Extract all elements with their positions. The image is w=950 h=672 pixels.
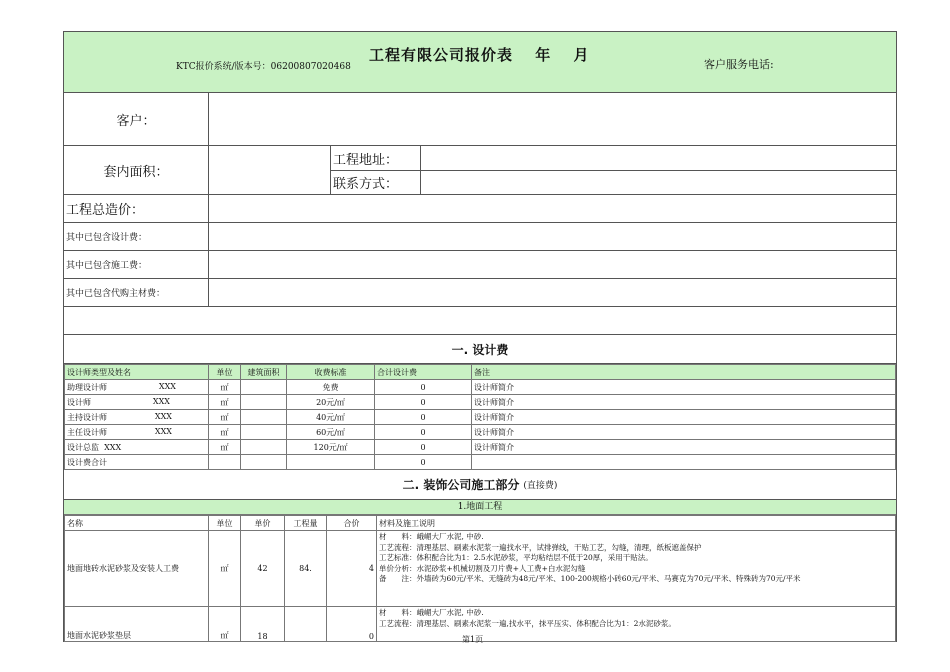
material-fee-value[interactable] [209,279,896,306]
construction-section-title [64,470,896,500]
col-header: 收费标准 [287,365,375,380]
construction-table [64,515,896,642]
design-table-header [65,365,896,380]
unit-cell: ㎡ [209,395,241,410]
quantity-cell[interactable] [285,607,327,642]
table-row [65,410,896,425]
unit-cell: ㎡ [209,425,241,440]
col-header: 工程量 [285,516,327,531]
item-name: 地面地砖水泥砂浆及安装人工费 [65,531,209,607]
page-number: 第1页 [462,635,484,644]
contact-value[interactable] [421,170,896,194]
design-section-title [64,335,896,364]
col-header: 备注 [472,365,896,380]
total-cell: 0 [375,380,472,395]
contact-row [331,170,896,194]
area-label: 套内面积： [103,164,169,180]
address-row [331,146,896,171]
designer-type: 助理设计师 XXX [65,380,209,395]
fee-cell: 60元/㎡ [287,425,375,440]
construction-fee-value[interactable] [209,251,896,278]
contact-label: 联系方式： [333,176,399,192]
customer-row [64,93,896,146]
item-name: 地面水泥砂浆垫层 [65,607,209,642]
unit-cell: ㎡ [209,410,241,425]
table-row [65,425,896,440]
col-header: 名称 [65,516,209,531]
unit-cell: ㎡ [209,607,241,642]
customer-value[interactable] [209,93,896,145]
total-value[interactable] [209,195,896,222]
col-header: 单价 [241,516,285,531]
col-header: 建筑面积 [241,365,287,380]
table-row [65,380,896,395]
construction-section-heading: 二. 装饰公司施工部分 [402,478,520,492]
designer-type: 设计总监 XXX [65,440,209,455]
price-cell: 18 [241,607,285,642]
table-row [65,395,896,410]
fee-cell: 免费 [287,380,375,395]
area-cell[interactable] [241,425,287,440]
total-cell: 0 [375,440,472,455]
material-fee-label: 其中已包含代购主材费： [66,289,166,299]
note-link[interactable]: 设计师简介 [472,440,896,455]
col-header: 设计师类型及姓名 [65,365,209,380]
material-fee-row [64,279,896,307]
col-header: 材料及施工说明 [377,516,896,531]
area-value[interactable] [209,146,330,194]
unit-cell: ㎡ [209,440,241,455]
system-version: KTC报价系统/版本号：06200807020468 [176,62,351,72]
sheet-header [64,31,896,93]
note-link[interactable]: 设计师简介 [472,410,896,425]
spacer-row [64,307,896,335]
total-cell: 0 [327,607,377,642]
design-fee-value[interactable] [209,223,896,250]
table-row [65,440,896,455]
area-cell[interactable] [241,395,287,410]
unit-cell: ㎡ [209,531,241,607]
fee-cell: 20元/㎡ [287,395,375,410]
fee-cell: 40元/㎡ [287,410,375,425]
designer-type: 主任设计师 XXX [65,425,209,440]
design-sum-label: 设计费合计 [65,455,209,470]
col-header: 单位 [209,516,241,531]
area-cell[interactable] [241,410,287,425]
service-phone-label: 客户服务电话: [704,58,774,71]
col-header: 单位 [209,365,241,380]
sheet-title: 工程有限公司报价表 年 月 [369,46,590,64]
design-section-heading: 一. 设计费 [451,342,509,357]
total-cell: 0 [375,410,472,425]
unit-cell: ㎡ [209,380,241,395]
fee-cell: 120元/㎡ [287,440,375,455]
address-label: 工程地址： [333,152,399,168]
table-row [65,531,896,607]
note-link[interactable]: 设计师简介 [472,380,896,395]
price-cell: 42 [241,531,285,607]
area-cell[interactable] [241,440,287,455]
total-cell: 4 [327,531,377,607]
quote-sheet [63,31,897,642]
design-fee-label: 其中已包含设计费： [66,233,148,243]
area-row [64,146,896,195]
floor-works-title: 1.地面工程 [64,500,896,515]
construction-section-sub: (直接费) [523,481,558,491]
total-cell: 0 [375,425,472,440]
construction-fee-row [64,251,896,279]
note-link[interactable]: 设计师简介 [472,395,896,410]
design-sum-row [65,455,896,470]
total-label: 工程总造价： [66,203,145,218]
note-link[interactable]: 设计师简介 [472,425,896,440]
design-sum-value: 0 [375,455,472,470]
design-fee-table [64,364,896,470]
customer-label: 客户： [116,113,156,129]
construction-fee-label: 其中已包含施工费： [66,261,148,271]
col-header: 合计设计费 [375,365,472,380]
construction-table-header [65,516,896,531]
total-cell: 0 [375,395,472,410]
address-value[interactable] [421,146,896,170]
design-fee-row [64,223,896,251]
designer-type: 主持设计师 XXX [65,410,209,425]
item-description: 材 料：峨嵋大厂水泥, 中砂. 工艺流程：清理基层、刷素水泥浆一遍,找水平，抹平压实、体积配合比为1：2水泥砂浆。 [377,607,896,642]
quantity-cell[interactable]: 84. [285,531,327,607]
total-row [64,195,896,223]
item-description: 材 料：峨嵋大厂水泥, 中砂. 工艺流程：清理基层、刷素水泥浆一遍找水平，试排弹线，干贴工艺，勾缝，清理，纸板遮盖保护 工艺标准：体积配合比为1：2.5水泥砂浆，平均粘结层不低于20厚，采用干贴法。 单价分析：水泥砂浆+机械切割及刀片费+人工费+白水泥勾缝 备 注：外墙砖为60元/平米、无缝砖为48元/平米、100-200规格小砖60元/平米、马赛克为70元/平米、特殊砖为70元/平米 [377,531,896,607]
designer-type: 设计师 XXX [65,395,209,410]
col-header: 合价 [327,516,377,531]
area-cell[interactable] [241,380,287,395]
